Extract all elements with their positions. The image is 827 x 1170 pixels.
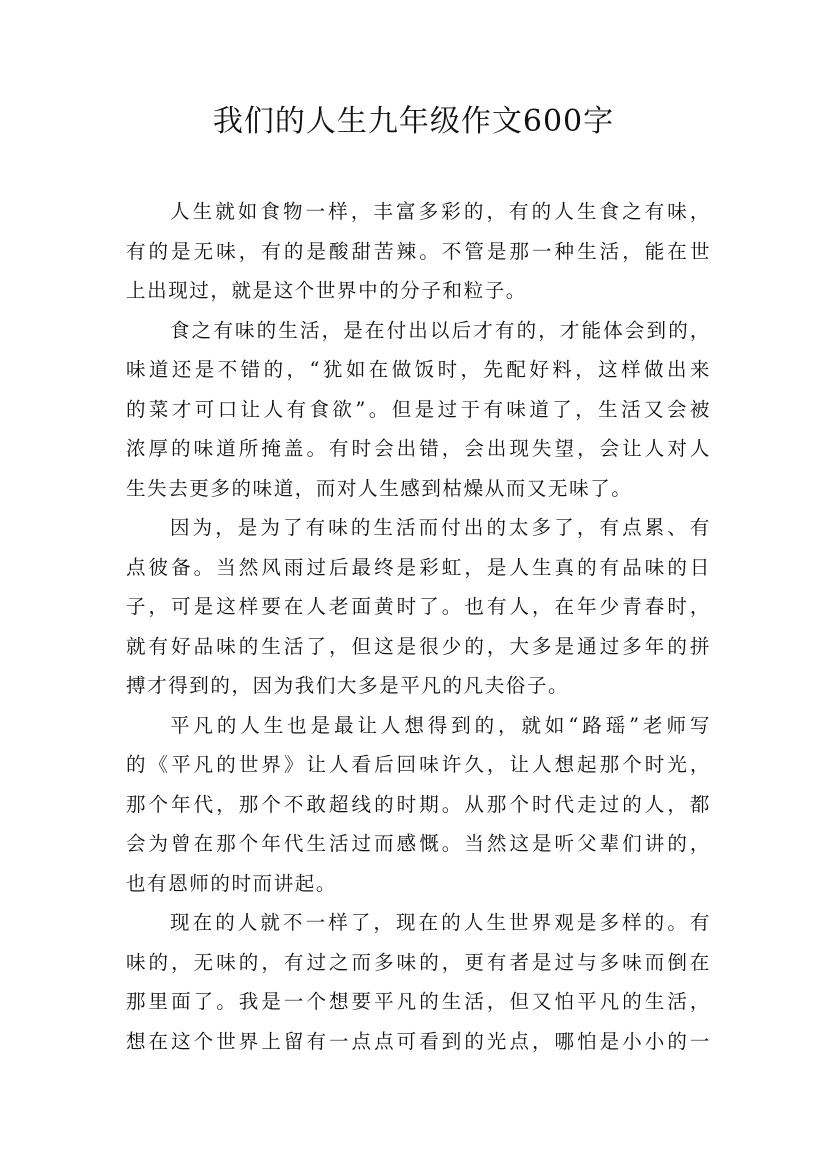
text-line: 因为，是为了有味的生活而付出的太多了，有点累、有: [170, 516, 711, 539]
document-body: [126, 192, 711, 1061]
document-title: 我们的人生九年级作文600字: [212, 104, 615, 139]
text-line: 味的，无味的，有过之而多味的，更有者是过与多味而倒在: [126, 950, 711, 974]
text-line: 那个年代，那个不敢超线的时期。从那个时代走过的人，都: [126, 792, 711, 816]
text-line: 也有恩师的时而讲起。: [126, 871, 338, 895]
text-line: 的《平凡的世界》让人看后回味许久，让人想起那个时光，: [126, 753, 711, 776]
text-line: 会为曾在那个年代生活过而感慨。当然这是听父辈们讲的，: [126, 832, 711, 855]
paragraph: [126, 508, 711, 706]
text-line: 搏才得到的，因为我们大多是平凡的凡夫俗子。: [126, 674, 570, 697]
text-line: 子，可是这样要在人老面黄时了。也有人，在年少青春时，: [126, 595, 711, 618]
paragraph: [126, 706, 711, 904]
text-line: 人生就如食物一样，丰富多彩的，有的人生食之有味，: [170, 200, 711, 223]
text-line: 有的是无味，有的是酸甜苦辣。不管是那一种生活，能在世: [126, 239, 711, 263]
text-line: 食之有味的生活，是在付出以后才有的，才能体会到的，: [170, 318, 711, 342]
text-line: 点彼备。当然风雨过后最终是彩虹，是人生真的有品味的日: [126, 555, 711, 579]
text-line: 浓厚的味道所掩盖。有时会出错，会出现失望，会让人对人: [126, 437, 711, 460]
text-line: 就有好品味的生活了，但这是很少的，大多是通过多年的拼: [126, 634, 711, 658]
paragraph: [126, 903, 711, 1061]
text-line: 想在这个世界上留有一点点可看到的光点，哪怕是小小的一: [126, 1029, 711, 1053]
text-line: 味道还是不错的，“犹如在做饭时，先配好料，这样做出来: [126, 358, 711, 381]
paragraph: [126, 311, 711, 509]
text-line: 平凡的人生也是最让人想得到的，就如“路瑶”老师写: [170, 713, 711, 737]
text-line: 那里面了。我是一个想要平凡的生活，但又怕平凡的生活，: [126, 990, 711, 1013]
text-line: 现在的人就不一样了，现在的人生世界观是多样的。有: [170, 911, 711, 934]
paragraph: [126, 192, 711, 311]
text-line: 上出现过，就是这个世界中的分子和粒子。: [126, 279, 527, 302]
text-line: 生失去更多的味道，而对人生感到枯燥从而又无味了。: [126, 476, 633, 500]
text-line: 的菜才可口让人有食欲”。但是过于有味道了，生活又会被: [126, 397, 711, 421]
